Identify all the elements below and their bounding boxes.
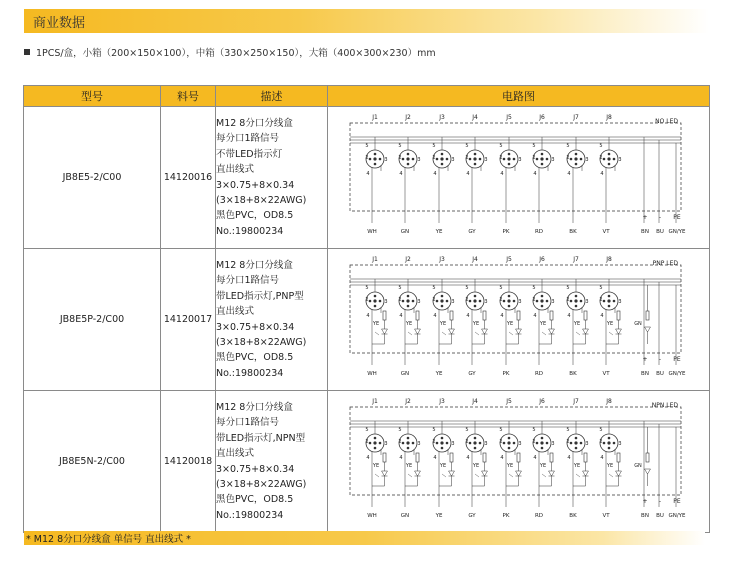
pin-number: 3 (585, 441, 589, 447)
pin-number: 2 (532, 297, 536, 303)
pin-number: 3 (484, 441, 488, 447)
wire-color-label: RD (534, 229, 544, 235)
pin-number: 3 (484, 157, 488, 163)
pin-number: 3 (384, 157, 388, 163)
footer-bar (24, 531, 705, 545)
pin-number: 5 (532, 427, 536, 433)
power-wire-label: BN (641, 513, 649, 519)
led-label: YE (606, 463, 614, 469)
pin-number: 4 (533, 455, 537, 461)
power-wire-label: GN/YE (668, 513, 686, 519)
pin-number: 5 (432, 285, 436, 291)
connector-label: J7 (573, 398, 579, 405)
pin-number: 2 (432, 439, 436, 445)
wire-color-label: WH (367, 513, 377, 519)
pin-number: 4 (533, 313, 537, 319)
description-line: M12 8分口分线盒 (216, 401, 293, 413)
power-symbol: + (642, 214, 648, 221)
pin-number: 5 (398, 285, 402, 291)
led-label: YE (506, 321, 514, 327)
pin-number: 2 (566, 439, 570, 445)
pin-number: 5 (599, 427, 603, 433)
diagram-type-label: PNP LED (652, 260, 678, 267)
pin-number: 2 (365, 297, 369, 303)
led-label: YE (372, 321, 380, 327)
power-symbol: - (658, 356, 662, 363)
pin-number: 5 (566, 427, 570, 433)
pin-number: 4 (533, 171, 537, 177)
connector-label: J8 (606, 256, 612, 263)
pin-number: 5 (599, 285, 603, 291)
pin-number: 3 (551, 299, 555, 305)
power-wire-label: BU (656, 229, 664, 235)
description-line: 3×0.75+8×0.34 (216, 321, 295, 333)
pin-number: 3 (518, 157, 522, 163)
description-line: 每分口1路信号 (216, 133, 280, 145)
power-symbol: - (658, 214, 662, 221)
header-circuit: 电路图 (328, 86, 710, 107)
section-header (24, 9, 709, 33)
circuit-diagram (328, 391, 710, 529)
pin-number: 3 (585, 157, 589, 163)
description-line: 直出线式 (216, 164, 255, 176)
pin-number: 2 (398, 297, 402, 303)
pin-number: 4 (399, 455, 403, 461)
pin-number: 4 (466, 455, 470, 461)
description-cell (216, 249, 328, 391)
pin-number: 2 (432, 297, 436, 303)
pin-number: 5 (432, 143, 436, 149)
pin-number: 3 (417, 441, 421, 447)
led-label: YE (506, 463, 514, 469)
power-wire-label: BU (656, 371, 664, 377)
footer-note: * M12 8分口分线盒 单信号 直出线式 * (26, 534, 191, 545)
description-line: 黑色PVC，OD8.5 (216, 352, 294, 364)
power-wire-label: BN (641, 371, 649, 377)
pin-number: 2 (532, 155, 536, 161)
led-label: YE (372, 463, 380, 469)
pin-number: 2 (465, 155, 469, 161)
led-label: YE (472, 463, 480, 469)
circuit-cell (328, 249, 710, 391)
pin-number: 4 (366, 455, 370, 461)
pin-number: 2 (365, 439, 369, 445)
description-line: 每分口1路信号 (216, 417, 280, 429)
pin-number: 5 (532, 143, 536, 149)
wire-color-label: GY (468, 513, 476, 519)
pin-number: 3 (384, 299, 388, 305)
wire-color-label: GY (468, 229, 476, 235)
wire-color-label: VT (602, 229, 610, 235)
model-cell: JB8E5-2/C00 (24, 107, 161, 249)
led-power-label: GN (634, 321, 642, 327)
wire-color-label: VT (602, 371, 610, 377)
wire-color-label: RD (534, 513, 544, 519)
power-wire-label: BN (641, 229, 649, 235)
pin-number: 2 (532, 439, 536, 445)
pin-number: 4 (366, 313, 370, 319)
pin-number: 5 (599, 143, 603, 149)
pin-number: 2 (398, 155, 402, 161)
wire-color-label: PK (502, 513, 510, 519)
pin-number: 4 (600, 313, 604, 319)
pin-number: 4 (399, 313, 403, 319)
pin-number: 4 (600, 171, 604, 177)
pin-number: 2 (499, 155, 503, 161)
pin-number: 2 (398, 439, 402, 445)
description-cell (216, 107, 328, 249)
pin-number: 4 (399, 171, 403, 177)
description-line: 直出线式 (216, 448, 255, 460)
pin-number: 5 (432, 427, 436, 433)
pin-number: 5 (465, 427, 469, 433)
connector-label: J8 (606, 114, 612, 121)
pin-number: 3 (585, 299, 589, 305)
product-table (23, 85, 710, 533)
led-label: YE (539, 321, 547, 327)
model-cell: JB8E5P-2/C00 (24, 249, 161, 391)
pin-number: 5 (499, 427, 503, 433)
description-line: 带LED指示灯,PNP型 (216, 290, 304, 302)
table-row (24, 391, 710, 533)
pin-number: 2 (432, 155, 436, 161)
led-label: YE (606, 321, 614, 327)
pin-number: 2 (599, 155, 603, 161)
connector-label: J7 (573, 114, 579, 121)
description-line: M12 8分口分线盒 (216, 117, 293, 129)
section-title: 商业数据 (33, 16, 86, 31)
wire-color-label: WH (367, 229, 377, 235)
description-cell (216, 391, 328, 533)
pin-number: 4 (500, 455, 504, 461)
power-symbol: + (642, 498, 648, 505)
description-line: (3×18+8×22AWG) (216, 478, 307, 490)
wire-color-label: YE (435, 371, 443, 377)
header-desc: 描述 (216, 86, 328, 107)
wire-color-label: WH (367, 371, 377, 377)
pin-number: 2 (599, 439, 603, 445)
header-part: 料号 (161, 86, 216, 107)
pin-number: 3 (451, 299, 455, 305)
circuit-cell (328, 391, 710, 533)
connector-label: J4 (472, 256, 478, 263)
pin-number: 5 (499, 285, 503, 291)
wire-color-label: RD (534, 371, 544, 377)
power-wire-label: GN/YE (668, 371, 686, 377)
led-label: YE (472, 321, 480, 327)
led-power-label: GN (634, 463, 642, 469)
pin-number: 2 (465, 439, 469, 445)
description-line: 不带LED指示灯 (216, 148, 283, 160)
pin-number: 5 (465, 285, 469, 291)
connector-label: J6 (539, 398, 545, 405)
wire-color-label: BK (569, 229, 577, 235)
connector-label: J4 (472, 114, 478, 121)
pin-number: 4 (433, 171, 437, 177)
description-line: No.:19800234 (216, 509, 284, 521)
pin-number: 5 (365, 427, 369, 433)
pin-number: 2 (365, 155, 369, 161)
connector-label: J2 (405, 114, 411, 121)
description-line: 黑色PVC，OD8.5 (216, 210, 294, 222)
connector-label: J1 (372, 114, 378, 121)
circuit-cell (328, 107, 710, 249)
power-symbol: + (642, 356, 648, 363)
pin-number: 3 (551, 157, 555, 163)
table-header-row (24, 86, 710, 107)
wire-color-label: YE (435, 229, 443, 235)
pin-number: 5 (365, 143, 369, 149)
connector-label: J3 (439, 256, 445, 263)
led-label: YE (539, 463, 547, 469)
part-number-cell: 14120017 (161, 249, 216, 391)
description-line: (3×18+8×22AWG) (216, 336, 307, 348)
pin-number: 3 (417, 299, 421, 305)
connector-label: J5 (506, 398, 512, 405)
power-symbol: PE (673, 498, 681, 505)
pin-number: 2 (566, 297, 570, 303)
pin-number: 4 (433, 313, 437, 319)
diagram-type-label: NO LED (655, 118, 678, 125)
pin-number: 3 (618, 441, 622, 447)
wire-color-label: PK (502, 371, 510, 377)
description-line: 每分口1路信号 (216, 275, 280, 287)
wire-color-label: PK (502, 229, 510, 235)
description-line: 3×0.75+8×0.34 (216, 179, 295, 191)
pin-number: 4 (433, 455, 437, 461)
description-line: No.:19800234 (216, 225, 284, 237)
wire-color-label: BK (569, 513, 577, 519)
circuit-diagram (328, 249, 710, 387)
description-line: 直出线式 (216, 306, 255, 318)
pin-number: 4 (600, 455, 604, 461)
led-label: YE (573, 463, 581, 469)
pin-number: 5 (398, 143, 402, 149)
pin-number: 4 (567, 313, 571, 319)
pin-number: 5 (398, 427, 402, 433)
wire-color-label: YE (435, 513, 443, 519)
pin-number: 4 (466, 171, 470, 177)
pin-number: 5 (499, 143, 503, 149)
pin-number: 2 (566, 155, 570, 161)
pin-number: 3 (417, 157, 421, 163)
connector-label: J6 (539, 256, 545, 263)
connector-label: J1 (372, 398, 378, 405)
power-symbol: PE (673, 214, 681, 221)
table-row (24, 249, 710, 391)
connector-label: J2 (405, 398, 411, 405)
connector-label: J8 (606, 398, 612, 405)
connector-label: J6 (539, 114, 545, 121)
connector-label: J1 (372, 256, 378, 263)
pin-number: 4 (366, 171, 370, 177)
led-label: YE (439, 321, 447, 327)
description-line: No.:19800234 (216, 367, 284, 379)
pin-number: 4 (500, 171, 504, 177)
connector-label: J3 (439, 114, 445, 121)
pin-number: 2 (499, 439, 503, 445)
pin-number: 4 (567, 171, 571, 177)
diagram-type-label: NPN LED (651, 402, 678, 409)
pin-number: 2 (499, 297, 503, 303)
connector-label: J3 (439, 398, 445, 405)
led-label: YE (405, 463, 413, 469)
header-model: 型号 (24, 86, 161, 107)
pin-number: 3 (451, 441, 455, 447)
pin-number: 5 (566, 285, 570, 291)
pin-number: 4 (466, 313, 470, 319)
wire-color-label: GN (400, 513, 410, 519)
led-label: YE (405, 321, 413, 327)
wire-color-label: VT (602, 513, 610, 519)
pin-number: 2 (599, 297, 603, 303)
connector-label: J5 (506, 256, 512, 263)
pin-number: 5 (365, 285, 369, 291)
wire-color-label: BK (569, 371, 577, 377)
bullet-icon (24, 49, 30, 55)
power-wire-label: BU (656, 513, 664, 519)
power-wire-label: GN/YE (668, 229, 686, 235)
pin-number: 3 (551, 441, 555, 447)
pin-number: 5 (465, 143, 469, 149)
pin-number: 5 (566, 143, 570, 149)
description-line: 带LED指示灯,NPN型 (216, 432, 306, 444)
pin-number: 4 (567, 455, 571, 461)
pin-number: 3 (518, 299, 522, 305)
part-number-cell: 14120018 (161, 391, 216, 533)
table-row (24, 107, 710, 249)
pin-number: 3 (618, 299, 622, 305)
connector-label: J4 (472, 398, 478, 405)
pin-number: 5 (532, 285, 536, 291)
led-label: YE (573, 321, 581, 327)
description-line: 黑色PVC，OD8.5 (216, 494, 294, 506)
model-cell: JB8E5N-2/C00 (24, 391, 161, 533)
description-line: 3×0.75+8×0.34 (216, 463, 295, 475)
led-label: YE (439, 463, 447, 469)
wire-color-label: GY (468, 371, 476, 377)
pin-number: 4 (500, 313, 504, 319)
part-number-cell: 14120016 (161, 107, 216, 249)
pin-number: 3 (451, 157, 455, 163)
connector-label: J5 (506, 114, 512, 121)
power-symbol: - (658, 498, 662, 505)
description-line: M12 8分口分线盒 (216, 259, 293, 271)
pin-number: 3 (484, 299, 488, 305)
pin-number: 3 (384, 441, 388, 447)
connector-label: J7 (573, 256, 579, 263)
wire-color-label: GN (400, 229, 410, 235)
pin-number: 2 (465, 297, 469, 303)
connector-label: J2 (405, 256, 411, 263)
pin-number: 3 (518, 441, 522, 447)
packaging-text: 1PCS/盒，小箱（200×150×100），中箱（330×250×150），大箱（400×300×230）mm (36, 48, 436, 59)
power-symbol: PE (673, 356, 681, 363)
wire-color-label: GN (400, 371, 410, 377)
pin-number: 3 (618, 157, 622, 163)
circuit-diagram (328, 107, 710, 245)
packaging-info (24, 45, 436, 59)
description-line: (3×18+8×22AWG) (216, 194, 307, 206)
